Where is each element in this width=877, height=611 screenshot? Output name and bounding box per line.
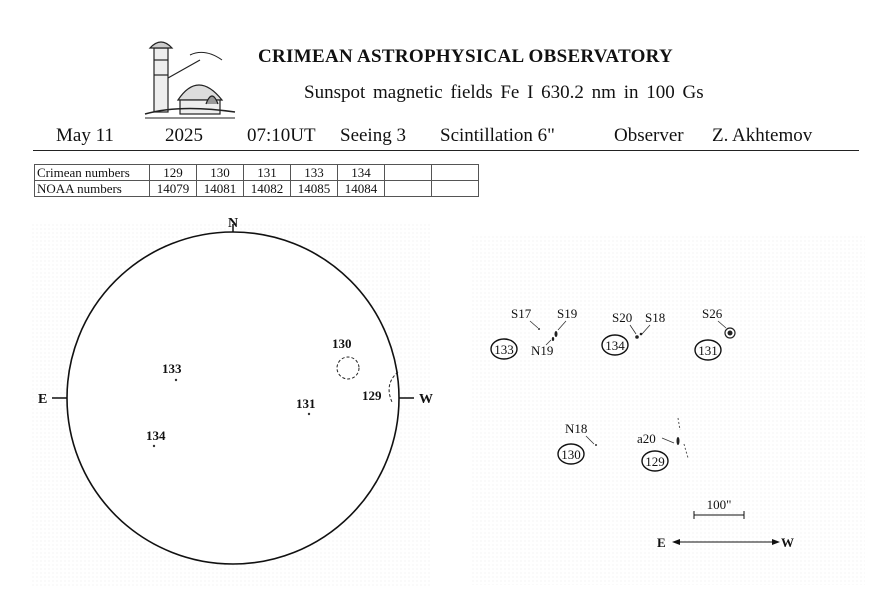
noaa-numbers-label: NOAA numbers [35, 181, 150, 197]
polarity-s26-label: S26 [702, 306, 723, 321]
observer-label: Observer [614, 125, 684, 146]
chart-subtitle: Sunspot magnetic fields Fe I 630.2 nm in 100 Gs [304, 82, 704, 103]
observation-year: 2025 [165, 125, 203, 146]
circled-133-label: 133 [494, 342, 514, 357]
region-130-label: 130 [332, 336, 352, 351]
scale-bar-label: 100" [706, 497, 732, 512]
table-cell: 134 [338, 165, 385, 181]
polarity-s17-label: S17 [511, 306, 532, 321]
table-cell: 14084 [338, 181, 385, 197]
region-131-label: 131 [296, 396, 316, 411]
observer-name: Z. Akhtemov [712, 125, 813, 146]
circled-134-label: 134 [605, 338, 625, 353]
spot-n18 [595, 444, 597, 446]
seeing-value: Seeing 3 [340, 125, 406, 146]
observatory-title: CRIMEAN ASTROPHYSICAL OBSERVATORY [258, 46, 674, 67]
table-cell: 14082 [244, 181, 291, 197]
polarity-a20-label: a20 [637, 431, 656, 446]
observation-time: 07:10UT [247, 125, 316, 146]
region-134-label: 134 [146, 428, 166, 443]
west-label: W [419, 392, 433, 407]
observation-date: May 11 [56, 125, 114, 146]
polarity-s19-label: S19 [557, 306, 578, 321]
compass-east-label: E [657, 535, 666, 550]
spot-a20 [677, 437, 680, 445]
scintillation-value: Scintillation 6" [440, 125, 555, 146]
crimean-numbers-label: Crimean numbers [35, 165, 150, 181]
compass-west-label: W [781, 535, 794, 550]
north-label: N [227, 216, 239, 231]
table-cell: 14079 [150, 181, 197, 197]
region-133-marker [175, 379, 177, 381]
polarity-s18-label: S18 [645, 310, 666, 325]
spot-s20 [635, 335, 639, 339]
circled-131-label: 131 [698, 343, 718, 358]
table-cell: 14085 [291, 181, 338, 197]
circled-130-label: 130 [561, 447, 581, 462]
solar-disk [67, 232, 399, 564]
table-cell: 14081 [197, 181, 244, 197]
spot-s19 [555, 331, 558, 337]
polarity-n18-label: N18 [565, 421, 588, 436]
polarity-s20-label: S20 [612, 310, 633, 325]
detail-background [470, 235, 865, 585]
region-129-label: 129 [362, 388, 382, 403]
polarity-n19-label: N19 [531, 343, 554, 358]
table-cell: 129 [150, 165, 197, 181]
table-cell: 133 [291, 165, 338, 181]
region-133-label: 133 [162, 361, 182, 376]
region-134-marker [153, 445, 155, 447]
circled-129-label: 129 [645, 454, 665, 469]
table-cell: 131 [244, 165, 291, 181]
spot-s17 [538, 328, 540, 330]
spot-s18 [640, 333, 643, 336]
region-131-marker [308, 413, 310, 415]
table-cell: 130 [197, 165, 244, 181]
east-label: E [38, 392, 48, 407]
